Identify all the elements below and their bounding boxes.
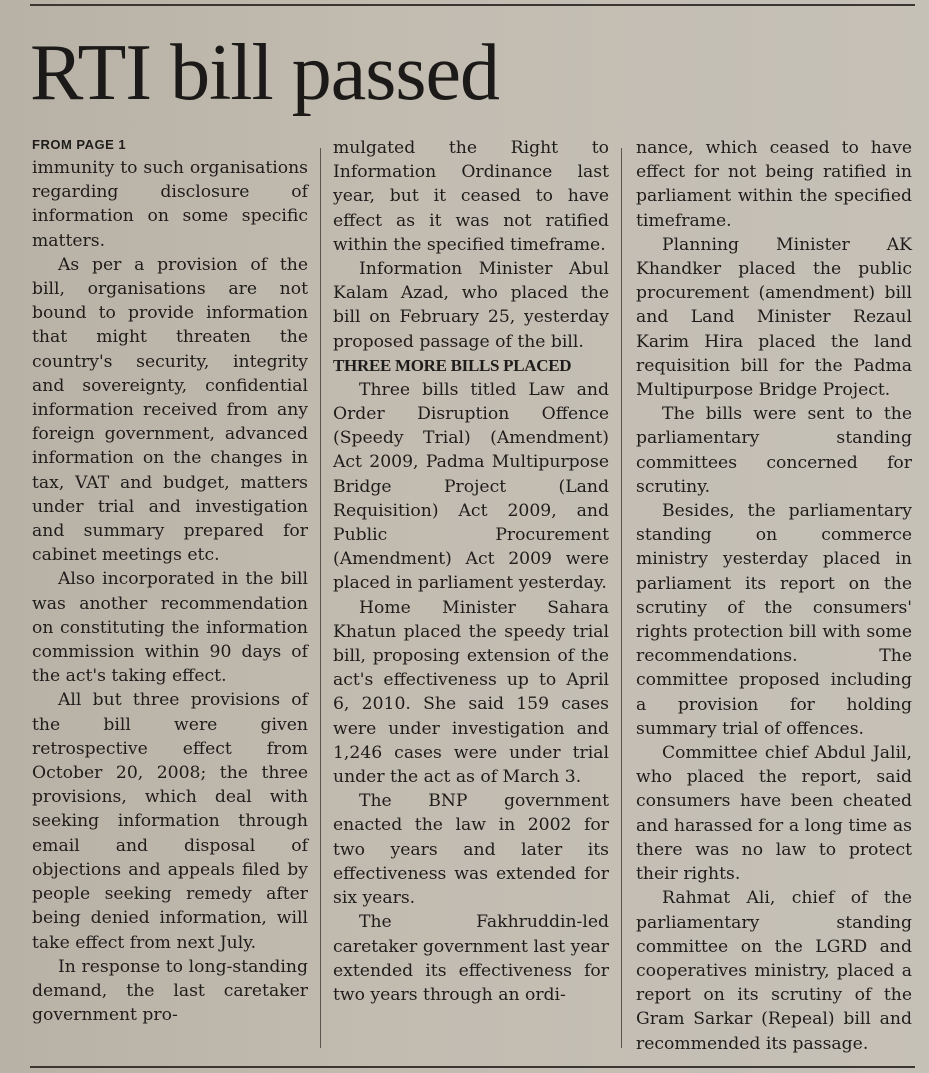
paragraph: Also incorporated in the bill was another recommendation on constituting the information commission within 90 days of the act's taking effect. bbox=[32, 569, 308, 687]
bottom-rule bbox=[30, 1066, 915, 1068]
paragraph: Information Minister Abul Kalam Azad, who placed the bill on February 25, yesterday proposed passage of the bill. bbox=[333, 259, 609, 352]
paragraph: Planning Minister AK Khandker placed the public procurement (amendment) bill and Land Minister Rezaul Karim Hira placed the land requisition bill for the Padma Multipurpose Bridge Project. bbox=[636, 234, 912, 401]
paragraph: Rahmat Ali, chief of the parliamentary standing committee on the LGRD and cooperatives ministry, placed a report on its scrutiny of the Gram Sarkar (Repeal) bill and recommended its passage. bbox=[636, 888, 912, 1054]
paragraph: mulgated the Right to Information Ordinance last year, but it ceased to have effect as it was not ratified within the specified timeframe. bbox=[333, 138, 609, 255]
paragraph: Home Minister Sahara Khatun placed the speedy trial bill, proposing extension of the act's effectiveness up to April 6, 2010. She said 159 cases were under investigation and 1,246 cases were under trial under the act as of March 3. bbox=[333, 597, 609, 788]
paragraph: The bills were sent to the parliamentary standing committees concerned for scrutiny. bbox=[636, 404, 912, 497]
headline: RTI bill passed bbox=[30, 29, 500, 117]
paragraph: immunity to such organisations regarding disclosure of information on some specific matters. bbox=[32, 158, 308, 251]
article-column-2 bbox=[333, 136, 609, 1007]
paragraph: In response to long-standing demand, the last caretaker government pro- bbox=[32, 956, 308, 1026]
paragraph: nance, which ceased to have effect for not being ratified in parliament within the specified timeframe. bbox=[636, 138, 912, 231]
paragraph: The Fakhruddin-led caretaker government last year extended its effectiveness for two years through an ordi- bbox=[333, 912, 609, 1005]
continued-from-label: FROM PAGE 1 bbox=[32, 137, 127, 152]
paragraph: Three bills titled Law and Order Disruption Offence (Speedy Trial) (Amendment) Act 2009, Padma Multipurpose Bridge Project (Land Requisition) Act 2009, and Public Procurement (Amendment) Act 2009 were placed in parliament yesterday. bbox=[333, 379, 609, 594]
top-rule bbox=[30, 4, 915, 6]
column-divider bbox=[320, 148, 321, 1048]
article-column-3 bbox=[636, 136, 912, 1056]
paragraph: The BNP government enacted the law in 2002 for two years and later its effectiveness was extended for six years. bbox=[333, 791, 609, 909]
subheading: THREE MORE BILLS PLACED bbox=[333, 355, 572, 375]
paragraph: All but three provisions of the bill were given retrospective effect from October 20, 2008; the three provisions, which deal with seeking information through email and disposal of objections and appeals filed by people seeking remedy after being denied information, will take effect from next July. bbox=[32, 690, 308, 953]
paragraph: Besides, the parliamentary standing on commerce ministry yesterday placed in parliament its report on the scrutiny of the consumers' rights protection bill with some recommendations. The committee proposed including a provision for holding summary trial of offences. bbox=[636, 501, 912, 739]
column-divider bbox=[621, 148, 622, 1048]
paragraph: As per a provision of the bill, organisations are not bound to provide information that might threaten the country's security, integrity and sovereignty, confidential information received from any foreign government, advanced information on the changes in tax, VAT and budget, matters under trial and investigation and summary prepared for cabinet meetings etc. bbox=[32, 254, 308, 566]
paragraph: Committee chief Abdul Jalil, who placed the report, said consumers have been cheated and harassed for a long time as there was no law to protect their rights. bbox=[636, 743, 912, 885]
article-column-1 bbox=[32, 134, 308, 1027]
